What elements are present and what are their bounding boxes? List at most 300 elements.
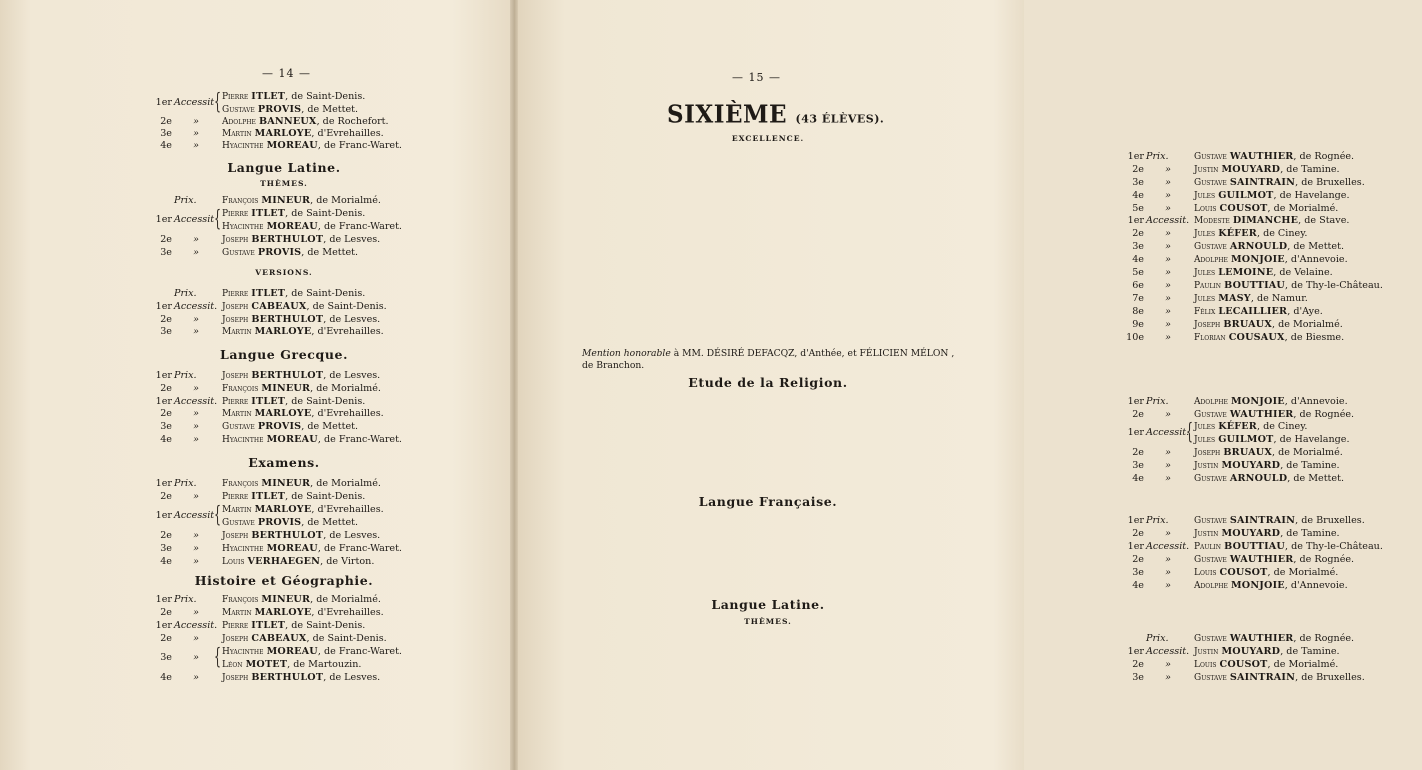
rank: 6e: [1132, 280, 1144, 291]
brace-icon: {: [214, 90, 221, 115]
section-heading: Langue Grecque.: [219, 347, 349, 362]
hometown: de Saint-Denis.: [291, 491, 366, 502]
rank: 4e: [1132, 254, 1144, 265]
rank: 2e: [1132, 528, 1144, 539]
award-type: Prix.: [1146, 151, 1169, 162]
book-gutter: [510, 0, 518, 770]
rank: 3e: [160, 128, 172, 139]
first-name: Joseph: [222, 634, 249, 644]
last-name: MOUYARD: [1221, 460, 1281, 471]
left-page: [0, 0, 514, 770]
award-type: »: [193, 247, 199, 258]
last-name: MARLOYE: [254, 408, 312, 419]
hometown: de Morialmé.: [1273, 203, 1339, 214]
hometown: d'Evrehailles.: [317, 326, 384, 337]
last-name: BOUTTIAU: [1224, 280, 1285, 291]
rank: 2e: [160, 234, 172, 245]
student-entry: Martin MARLOYE, d'Evrehailles.: [222, 607, 384, 618]
hometown: de Lesves.: [329, 314, 381, 325]
award-type: »: [1165, 280, 1171, 291]
hometown: d'Evrehailles.: [317, 504, 384, 515]
last-name: MONJOIE: [1230, 396, 1285, 407]
hometown: de Saint-Denis.: [312, 301, 387, 312]
first-name: Joseph: [1194, 320, 1221, 330]
first-name: Adolphe: [1194, 581, 1228, 591]
rank: 3e: [1132, 567, 1144, 578]
rank: 4e: [160, 672, 172, 683]
first-name: Hyacinthe: [222, 141, 264, 151]
hometown: de Morialmé.: [1278, 447, 1343, 458]
student-entry: Jules KÉFER, de Ciney.: [1194, 421, 1308, 432]
last-name: VERHAEGEN: [247, 556, 321, 567]
last-name: MARLOYE: [254, 504, 312, 515]
student-entry: Pierre ITLET, de Saint-Denis.: [222, 620, 366, 631]
first-name: Gustave: [1194, 410, 1227, 420]
first-name: Florian: [1194, 333, 1226, 343]
first-name: Gustave: [222, 104, 255, 115]
last-name: PROVIS: [257, 247, 302, 258]
student-entry: Justin MOUYARD, de Tamine.: [1194, 164, 1340, 175]
hometown: de Rochefort.: [322, 116, 389, 127]
last-name: SAINTRAIN: [1229, 515, 1296, 526]
rank: 10e: [1126, 332, 1144, 343]
hometown: de Saint-Denis.: [291, 288, 366, 299]
first-name: Gustave: [1194, 516, 1227, 526]
hometown: de Rognée.: [1299, 633, 1355, 644]
award-type: »: [1165, 293, 1171, 304]
student-entry: Hyacinthe MOREAU, de Franc-Waret.: [222, 543, 402, 554]
first-name: Martin: [222, 409, 252, 419]
student-entry: Pierre ITLET, de Saint-Denis.: [222, 396, 366, 407]
student-entry: Jules GUILMOT, de Havelange.: [1194, 433, 1350, 445]
rank: 1er: [155, 97, 172, 108]
hometown: de Bruxelles.: [1301, 177, 1365, 188]
last-name: PROVIS: [257, 103, 302, 115]
first-name: François: [222, 196, 259, 206]
section-subheading: THÈMES.: [260, 179, 308, 188]
hometown: de Saint-Denis.: [312, 633, 387, 644]
first-name: Louis: [1194, 568, 1217, 578]
student-entry: Hyacinthe MOREAU, de Franc-Waret.: [222, 220, 402, 232]
award-type: Prix.: [174, 370, 197, 381]
last-name: ARNOULD: [1229, 241, 1288, 252]
award-type: »: [1165, 567, 1171, 578]
rank: 1er: [155, 396, 172, 407]
first-name: Adolphe: [222, 117, 256, 127]
award-type: »: [1165, 659, 1171, 670]
student-entry: Hyacinthe MOREAU, de Franc-Waret.: [222, 646, 402, 657]
student-entry: Jules MASY, de Namur.: [1194, 293, 1308, 304]
rank: 2e: [1132, 409, 1144, 420]
first-name: Gustave: [1194, 474, 1227, 484]
last-name: LECAILLIER: [1218, 306, 1288, 317]
hometown: de Franc-Waret.: [323, 140, 402, 151]
section-subheading: THÈMES.: [744, 617, 792, 626]
student-entry: Martin MARLOYE, d'Evrehailles.: [222, 128, 384, 139]
rank: 4e: [1132, 580, 1144, 591]
hometown: de Saint-Denis.: [291, 620, 366, 631]
hometown: de Namur.: [1256, 293, 1308, 304]
first-name: Léon: [222, 659, 243, 670]
hometown: de Virton.: [326, 556, 375, 567]
student-entry: Louis COUSOT, de Morialmé.: [1194, 659, 1339, 670]
award-type: Accessit.: [1146, 427, 1190, 438]
hometown: d'Aye.: [1293, 306, 1323, 317]
class-title-text: SIXIÈME: [667, 100, 787, 129]
student-entry: Gustave SAINTRAIN, de Bruxelles.: [1194, 515, 1365, 526]
hometown: d'Annevoie.: [1290, 580, 1348, 591]
student-entry: Joseph CABEAUX, de Saint-Denis.: [222, 301, 387, 312]
last-name: WAUTHIER: [1229, 554, 1294, 565]
rank: 3e: [160, 326, 172, 337]
award-type: »: [1165, 447, 1171, 458]
hometown: de Bruxelles.: [1301, 672, 1365, 683]
first-name: Gustave: [1194, 242, 1227, 252]
last-name: BANNEUX: [258, 116, 317, 127]
student-entry: Martin MARLOYE, d'Evrehailles.: [222, 504, 384, 515]
section-heading: Langue Latine.: [711, 597, 825, 612]
last-name: LEMOINE: [1218, 267, 1274, 278]
student-entry: Léon MOTET, de Martouzin.: [222, 658, 362, 670]
student-entry: Gustave WAUTHIER, de Rognée.: [1194, 409, 1355, 420]
hometown: d'Evrehailles.: [317, 128, 384, 139]
first-name: Gustave: [222, 517, 255, 528]
hometown: de Martouzin.: [293, 658, 362, 670]
first-name: Gustave: [1194, 634, 1227, 644]
section-subheading: VERSIONS.: [255, 268, 313, 277]
last-name: MOUYARD: [1221, 164, 1281, 175]
student-entry: Louis COUSOT, de Morialmé.: [1194, 567, 1339, 578]
class-title: [667, 100, 884, 128]
first-name: Joseph: [222, 302, 249, 312]
right-page: [514, 0, 1383, 770]
hometown: de Thy-le-Château.: [1291, 280, 1383, 291]
rank: 2e: [160, 116, 172, 127]
hometown: d'Evrehailles.: [317, 408, 384, 419]
student-entry: Joseph BRUAUX, de Morialmé.: [1194, 447, 1343, 458]
hometown: d'Annevoie.: [1290, 254, 1348, 265]
award-type: »: [1165, 306, 1171, 317]
first-name: Félix: [1194, 307, 1216, 317]
student-entry: Félix LECAILLIER, d'Aye.: [1194, 306, 1323, 317]
rank: 1er: [155, 370, 172, 381]
first-name: François: [222, 384, 259, 394]
last-name: DIMANCHE: [1232, 215, 1299, 226]
award-type: »: [1165, 460, 1171, 471]
last-name: BOUTTIAU: [1224, 541, 1285, 552]
first-name: Martin: [222, 327, 252, 337]
student-entry: Gustave WAUTHIER, de Rognée.: [1194, 151, 1355, 162]
award-type: »: [193, 672, 199, 683]
last-name: MONJOIE: [1230, 254, 1285, 265]
rank: 7e: [1132, 293, 1144, 304]
first-name: Pierre: [222, 621, 249, 631]
first-name: Jules: [1194, 434, 1216, 445]
first-name: Martin: [222, 505, 252, 515]
rank: 1er: [1127, 541, 1144, 552]
first-name: Louis: [1194, 660, 1217, 670]
last-name: MARLOYE: [254, 326, 312, 337]
last-name: BERTHULOT: [251, 314, 324, 325]
first-name: Justin: [1194, 529, 1219, 539]
student-entry: Gustave PROVIS, de Mettet.: [222, 421, 359, 432]
award-type: Prix.: [174, 594, 197, 605]
student-entry: Jules KÉFER, de Ciney.: [1194, 228, 1308, 239]
award-type: Accessit: [174, 97, 215, 108]
rank: 3e: [160, 652, 172, 663]
page-number: — 15 —: [732, 71, 781, 84]
first-name: Martin: [222, 608, 252, 618]
first-name: Jules: [1194, 294, 1216, 304]
hometown: de Morialmé.: [316, 383, 381, 394]
award-type: »: [1165, 409, 1171, 420]
award-type: »: [193, 556, 199, 567]
award-type: »: [1165, 332, 1171, 343]
award-type: Accessit.: [1146, 541, 1190, 552]
student-entry: Paulin BOUTTIAU, de Thy-le-Château.: [1194, 541, 1383, 552]
rank: 1er: [1127, 427, 1144, 438]
hometown: de Lesves.: [329, 530, 381, 541]
student-entry: Joseph BERTHULOT, de Lesves.: [222, 370, 381, 381]
student-entry: Gustave WAUTHIER, de Rognée.: [1194, 633, 1355, 644]
first-name: Gustave: [1194, 673, 1227, 683]
first-name: Modeste: [1194, 216, 1230, 226]
hometown: de Rognée.: [1299, 554, 1355, 565]
last-name: MOTET: [245, 658, 288, 670]
student-entry: Joseph BERTHULOT, de Lesves.: [222, 672, 381, 683]
last-name: ITLET: [251, 288, 286, 299]
first-name: Pierre: [222, 397, 249, 407]
last-name: BERTHULOT: [251, 370, 324, 381]
hometown: de Lesves.: [329, 370, 381, 381]
first-name: Hyacinthe: [222, 544, 264, 554]
student-entry: Joseph BRUAUX, de Morialmé.: [1194, 319, 1343, 330]
hometown: de Ciney.: [1263, 421, 1308, 432]
award-type: »: [1165, 190, 1171, 201]
last-name: COUSAUX: [1228, 332, 1285, 343]
award-type: »: [1165, 319, 1171, 330]
student-entry: Adolphe MONJOIE, d'Annevoie.: [1194, 396, 1348, 407]
first-name: François: [222, 595, 259, 605]
first-name: Justin: [1194, 647, 1219, 657]
first-name: Martin: [222, 129, 252, 139]
student-entry: Paulin BOUTTIAU, de Thy-le-Château.: [1194, 280, 1383, 291]
hometown: de Tamine.: [1286, 460, 1340, 471]
rank: 4e: [160, 140, 172, 151]
student-entry: Modeste DIMANCHE, de Stave.: [1194, 215, 1350, 226]
rank: 2e: [160, 530, 172, 541]
last-name: CABEAUX: [251, 633, 307, 644]
first-name: Pierre: [222, 92, 249, 102]
hometown: de Tamine.: [1286, 528, 1340, 539]
first-name: Joseph: [222, 531, 249, 541]
rank: 1er: [155, 510, 172, 521]
last-name: MARLOYE: [254, 128, 312, 139]
rank: 9e: [1132, 319, 1144, 330]
rank: 4e: [160, 556, 172, 567]
first-name: Paulin: [1194, 281, 1222, 291]
award-type: »: [193, 140, 199, 151]
hometown: de Saint-Denis.: [291, 91, 366, 102]
rank: 1er: [155, 620, 172, 631]
student-entry: François MINEUR, de Morialmé.: [222, 195, 381, 206]
hometown: de Morialmé.: [1278, 319, 1343, 330]
last-name: MARLOYE: [254, 607, 312, 618]
award-type: Accessit.: [174, 396, 218, 407]
award-type: »: [1165, 177, 1171, 188]
rank: 3e: [160, 421, 172, 432]
first-name: Hyacinthe: [222, 435, 264, 445]
first-name: Hyacinthe: [222, 647, 264, 657]
award-type: Prix.: [1146, 633, 1169, 644]
last-name: MINEUR: [261, 195, 311, 206]
student-entry: Pierre ITLET, de Saint-Denis.: [222, 208, 366, 219]
last-name: ITLET: [251, 620, 286, 631]
award-type: »: [193, 408, 199, 419]
first-name: Adolphe: [1194, 255, 1228, 265]
student-entry: Pierre ITLET, de Saint-Denis.: [222, 91, 366, 102]
student-entry: Justin MOUYARD, de Tamine.: [1194, 646, 1340, 657]
last-name: BERTHULOT: [251, 672, 324, 683]
last-name: ITLET: [251, 208, 286, 219]
first-name: Jules: [1194, 268, 1216, 278]
award-type: Prix.: [174, 478, 197, 489]
honorable-mention: [582, 348, 1002, 372]
student-entry: Gustave PROVIS, de Mettet.: [222, 516, 359, 528]
rank: 1er: [1127, 215, 1144, 226]
award-type: »: [193, 383, 199, 394]
page-number: — 14 —: [262, 67, 311, 80]
last-name: ITLET: [251, 491, 286, 502]
rank: 2e: [160, 491, 172, 502]
first-name: Louis: [222, 557, 245, 567]
hometown: d'Evrehailles.: [317, 607, 384, 618]
award-type: »: [193, 652, 199, 663]
rank: 5e: [1132, 267, 1144, 278]
award-type: »: [193, 234, 199, 245]
last-name: KÉFER: [1218, 228, 1257, 239]
first-name: Joseph: [222, 371, 249, 381]
student-entry: Adolphe MONJOIE, d'Annevoie.: [1194, 580, 1348, 591]
first-name: Pierre: [222, 289, 249, 299]
first-name: Hyacinthe: [222, 221, 264, 232]
rank: 2e: [160, 607, 172, 618]
last-name: MOUYARD: [1221, 528, 1281, 539]
rank: 1er: [1127, 396, 1144, 407]
award-type: Prix.: [1146, 515, 1169, 526]
hometown: de Mettet.: [1293, 473, 1344, 484]
last-name: BRUAUX: [1223, 319, 1272, 330]
last-name: COUSOT: [1219, 659, 1268, 670]
student-entry: Gustave SAINTRAIN, de Bruxelles.: [1194, 177, 1365, 188]
hometown: de Franc-Waret.: [323, 220, 402, 232]
rank: 2e: [1132, 554, 1144, 565]
hometown: de Bruxelles.: [1301, 515, 1365, 526]
student-entry: Joseph BERTHULOT, de Lesves.: [222, 234, 381, 245]
first-name: Louis: [1194, 204, 1217, 214]
rank: 2e: [1132, 228, 1144, 239]
student-entry: Adolphe BANNEUX, de Rochefort.: [222, 116, 389, 127]
award-type: Accessit: [174, 214, 215, 225]
last-name: MASY: [1218, 293, 1251, 304]
hometown: de Havelange.: [1279, 190, 1350, 201]
award-type: Accessit.: [1146, 646, 1190, 657]
award-type: »: [193, 314, 199, 325]
student-entry: Gustave ARNOULD, de Mettet.: [1194, 473, 1344, 484]
award-type: »: [193, 491, 199, 502]
first-name: Jules: [1194, 422, 1216, 432]
award-type: Prix.: [1146, 396, 1169, 407]
class-count: (43 ÉLÈVES).: [795, 111, 885, 126]
award-type: Accessit: [174, 510, 215, 521]
first-name: François: [222, 479, 259, 489]
student-entry: Justin MOUYARD, de Tamine.: [1194, 528, 1340, 539]
rank: 2e: [160, 633, 172, 644]
rank: 1er: [1127, 515, 1144, 526]
hometown: d'Annevoie.: [1290, 396, 1348, 407]
last-name: GUILMOT: [1218, 433, 1274, 445]
hometown: de Velaine.: [1279, 267, 1333, 278]
hometown: de Lesves.: [329, 234, 381, 245]
last-name: CABEAUX: [251, 301, 307, 312]
student-entry: Adolphe MONJOIE, d'Annevoie.: [1194, 254, 1348, 265]
rank: 1er: [155, 214, 172, 225]
hometown: de Saint-Denis.: [291, 396, 366, 407]
rank: 1er: [1127, 646, 1144, 657]
award-type: Accessit.: [1146, 215, 1190, 226]
rank: 3e: [1132, 177, 1144, 188]
first-name: Justin: [1194, 461, 1219, 471]
award-type: »: [193, 607, 199, 618]
rank: 4e: [1132, 473, 1144, 484]
award-type: »: [1165, 580, 1171, 591]
award-type: »: [1165, 241, 1171, 252]
first-name: Joseph: [222, 235, 249, 245]
first-name: Joseph: [222, 673, 249, 683]
rank: 2e: [1132, 164, 1144, 175]
last-name: PROVIS: [257, 516, 302, 528]
first-name: Pierre: [222, 492, 249, 502]
rank: 2e: [160, 408, 172, 419]
last-name: BRUAUX: [1223, 447, 1272, 458]
last-name: COUSOT: [1219, 567, 1268, 578]
rank: 1er: [155, 594, 172, 605]
rank: 8e: [1132, 306, 1144, 317]
student-entry: Hyacinthe MOREAU, de Franc-Waret.: [222, 434, 402, 445]
last-name: SAINTRAIN: [1229, 177, 1296, 188]
award-type: »: [193, 633, 199, 644]
section-heading: Etude de la Religion.: [688, 375, 848, 390]
hometown: de Stave.: [1304, 215, 1350, 226]
hometown: de Morialmé.: [1273, 567, 1339, 578]
section-heading: Histoire et Géographie.: [194, 573, 374, 588]
last-name: MOREAU: [266, 140, 318, 151]
brace-icon: {: [214, 503, 221, 528]
rank: 3e: [1132, 672, 1144, 683]
first-name: Gustave: [1194, 555, 1227, 565]
last-name: MOREAU: [266, 434, 318, 445]
rank: 2e: [1132, 447, 1144, 458]
hometown: de Mettet.: [307, 421, 359, 432]
rank: 2e: [1132, 659, 1144, 670]
hometown: de Tamine.: [1286, 646, 1340, 657]
first-name: Gustave: [222, 248, 255, 258]
hometown: de Morialmé.: [316, 594, 381, 605]
first-name: Joseph: [1194, 448, 1221, 458]
hometown: de Ciney.: [1263, 228, 1308, 239]
mention-text-cont: de Branchon.: [582, 360, 645, 371]
brace-icon: {: [214, 207, 221, 232]
